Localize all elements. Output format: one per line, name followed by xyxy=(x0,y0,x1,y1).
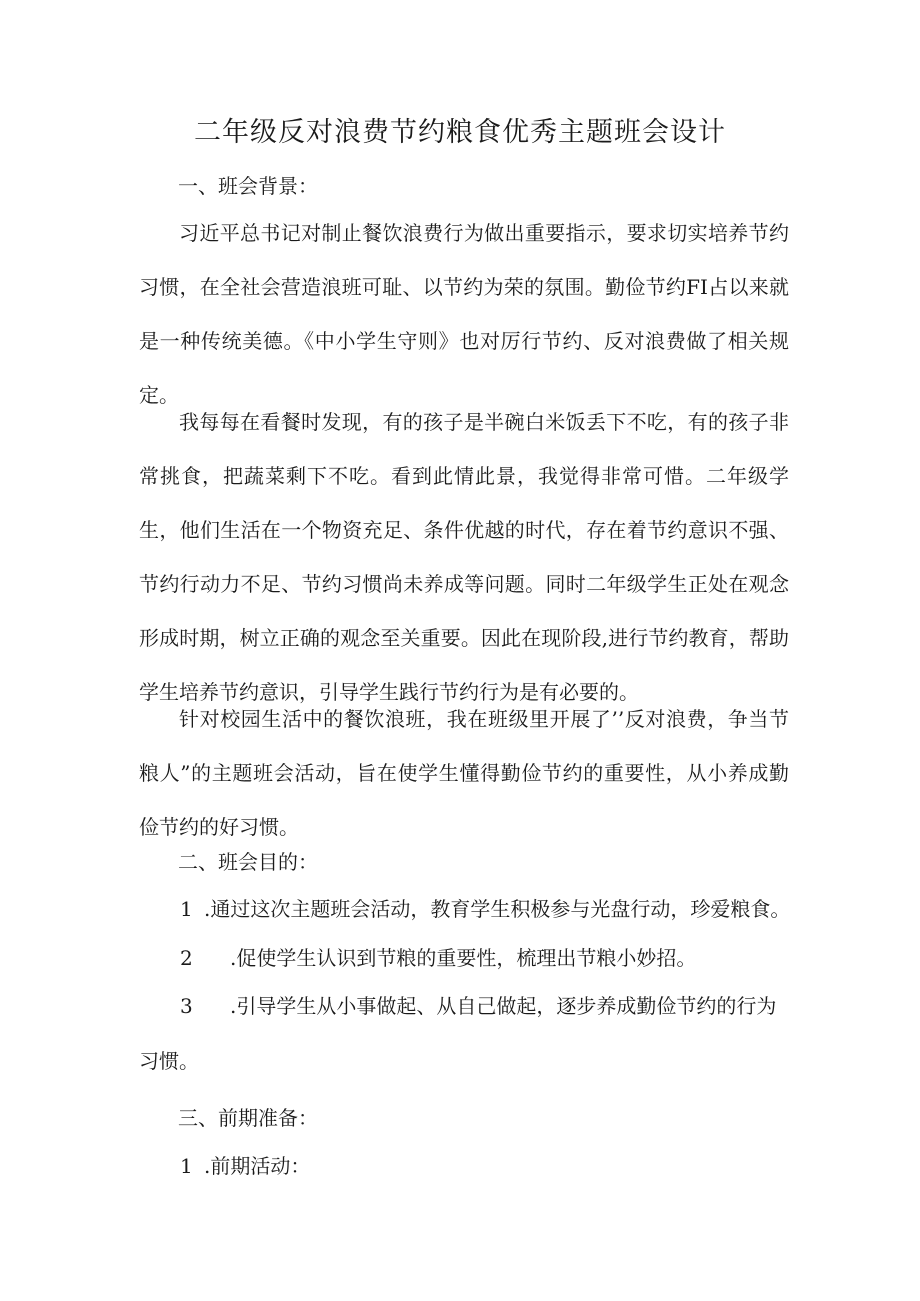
purpose-item-1 xyxy=(180,893,790,922)
paragraph-background-2: 我每每在看餐时发现，有的孩子是半碗白米饭丢下不吃，有的孩子非常挑食，把蔬菜剩下不吃。看到此情此景，我觉得非常可惜。二年级学生，他们生活在一个物资充足、条件优越的时代，存在着节约意识不强、节约行动力不足、节约习惯尚未养成等问题。同时二年级学生正处在观念形成时期，树立正确的观念至关重要。因此在现阶段,进行节约教育，帮助学生培养节约意识，引导学生践行节约行为是有必要的。 xyxy=(139,410,789,704)
list-number: 2 xyxy=(180,946,193,970)
document-title: 二年级反对浪费节约粮食优秀主题班会设计 xyxy=(194,117,726,148)
list-item-text: .前期活动： xyxy=(204,1154,311,1178)
list-number: 1 xyxy=(180,897,193,921)
purpose-item-3-continuation: 习惯。 xyxy=(139,1049,199,1073)
section-heading-purpose: 二、班会目的： xyxy=(178,850,318,874)
list-item-text: .通过这次主题班会活动，教育学生积极参与光盘行动，珍爱粮食。 xyxy=(204,897,791,921)
preparation-item-1 xyxy=(180,1150,310,1179)
list-number: 3 xyxy=(180,994,193,1018)
purpose-item-3 xyxy=(180,990,776,1019)
paragraph-background-3: 针对校园生活中的餐饮浪班，我在班级里开展了’’反对浪费，争当节粮人”的主题班会活动，旨在使学生懂得勤俭节约的重要性，从小养成勤俭节约的好习惯。 xyxy=(139,707,789,839)
list-item-text: .引导学生从小事做起、从自己做起，逐步养成勤俭节约的行为 xyxy=(230,994,777,1018)
paragraph-background-1: 习近平总书记对制止餐饮浪费行为做出重要指示，要求切实培养节约习惯，在全社会营造浪班可耻、以节约为荣的氛围。勤俭节约FI占以来就是一种传统美德。《中小学生守则》也对厉行节约、反对浪费做了相关规定。 xyxy=(139,221,789,407)
list-item-text: .促使学生认识到节粮的重要性，梳理出节粮小妙招。 xyxy=(230,946,697,970)
section-heading-preparation: 三、前期准备： xyxy=(178,1106,318,1130)
purpose-item-2 xyxy=(180,942,696,971)
list-number: 1 xyxy=(180,1154,193,1178)
section-heading-background: 一、班会背景： xyxy=(178,174,318,198)
